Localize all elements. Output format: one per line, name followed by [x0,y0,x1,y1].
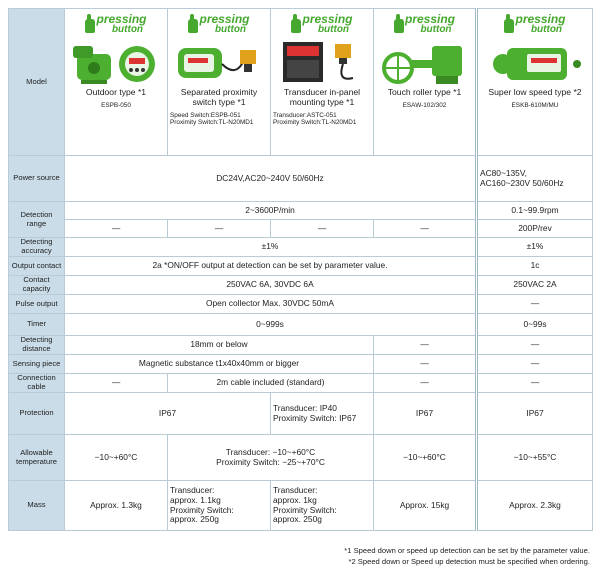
separated-device-image [170,38,268,86]
model-in-panel: pressing button Transducer in-panel mounting type *1 Transducer:ASTC-051 Proximity Switch:TL-N20MD1 [271,9,374,156]
in-panel-device-image [273,38,371,86]
pressing-button-logo: pressing button [376,13,473,35]
row-accuracy: Detecting accuracy ±1% ±1% [9,238,593,257]
hand-icon [85,19,95,33]
model-touch-roller: pressing button Touch roller type *1 ESAW-102/302 [374,9,477,156]
hand-icon [504,19,514,33]
row-detection-range-2: — — — — 200P/rev [9,220,593,238]
row-temperature: Allowable temperature −10~+60°C Transducer: −10~+60°C Proximity Switch: −25~+70°C −10~+60°C −10~+55°C [9,435,593,481]
pressing-button-logo: pressing button [273,13,371,35]
touch-roller-device-image [376,38,473,86]
footnotes [344,545,590,568]
row-timer: Timer 0~999s 0~99s [9,314,593,336]
row-connection-cable: Connection cable — 2m cable included (standard) — — [9,374,593,393]
spec-table [8,8,593,531]
pressing-button-logo: pressing button [170,13,268,35]
row-sensing-piece: Sensing piece Magnetic substance t1x40x40mm or bigger — — [9,355,593,374]
footnote-2: *2 Speed down or Speed up detection must be specified when ordering. [348,557,590,567]
row-detection-range-1: Detection range 2~3600P/min 0.1~99.9rpm [9,202,593,220]
row-distance: Detecting distance 18mm or below — — [9,336,593,355]
model-outdoor: pressing button Outdoor type *1 ESPB-050 [65,9,168,156]
label-model: Model [9,9,65,156]
hand-icon [188,19,198,33]
row-pulse-output: Pulse output Open collector Max. 30VDC 50mA — [9,295,593,314]
model-separated: pressing button Separated proximity switch type *1 Speed Switch:ESPB-051 Proximity Switch:TL-N20MD1 [168,9,271,156]
hand-icon [394,19,404,33]
hand-icon [291,19,301,33]
row-contact-capacity: Contact capacity 250VAC 6A, 30VDC 6A 250VAC 2A [9,276,593,295]
row-output-contact: Output contact 2a *ON/OFF output at detection can be set by parameter value. 1c [9,257,593,276]
row-power: Power source DC24V,AC20~240V 50/60Hz AC80~135V, AC160~230V 50/60Hz [9,156,593,202]
row-mass: Mass Approx. 1.3kg Transducer: approx. 1.1kg Proximity Switch: approx. 250g Transducer: approx. 1kg Proximity Switch: approx. 250g Approx. 15kg Approx. 2.3kg [9,481,593,531]
pressing-button-logo: pressing button [67,13,165,35]
model-super-low-speed: pressing button Super low speed type *2 ESKB-610M/MU [477,9,593,156]
row-protection: Protection IP67 Transducer: IP40 Proximity Switch: IP67 IP67 IP67 [9,393,593,435]
outdoor-device-image [67,38,165,86]
footnote-1: *1 Speed down or speed up detection can be set by the parameter value. [344,546,590,555]
super-low-speed-device-image [480,38,590,86]
row-model [9,9,593,156]
pressing-button-logo: pressing button [480,13,590,35]
